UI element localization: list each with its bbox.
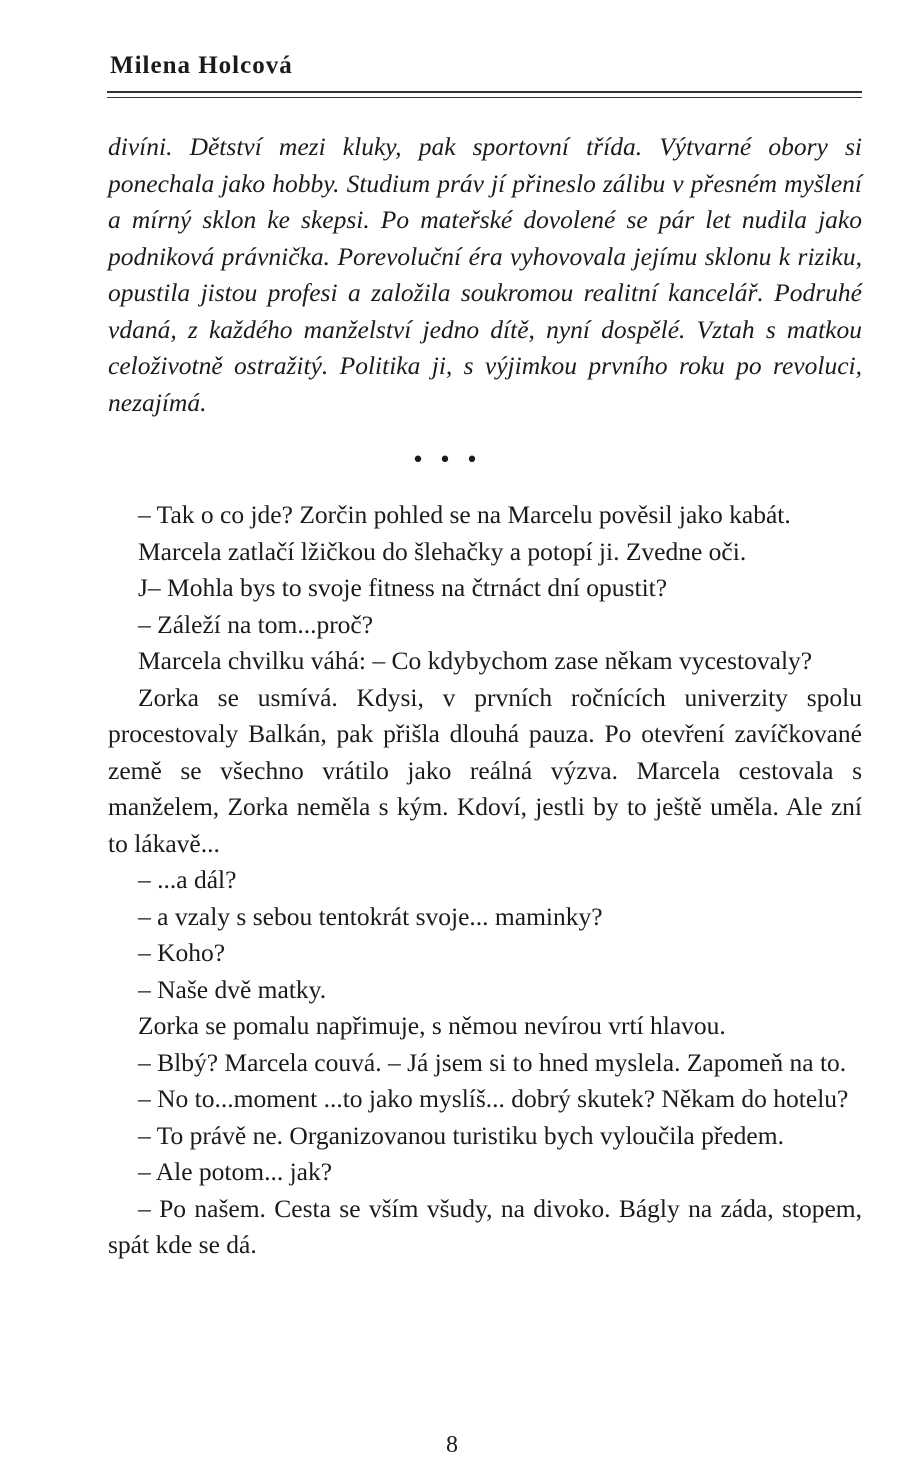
dialog-paragraph: – Blbý? Marcela couvá. – Já jsem si to hned myslela. Zapomeň na to. — [138, 1047, 847, 1077]
dialog-paragraph: – Po našem. Cesta se vším všudy, na divoko. Bágly na záda, stopem, spát kde se dá. — [108, 1193, 862, 1259]
dialog-paragraph: Marcela chvilku váhá: – Co kdybychom zase někam vycestovaly? — [138, 646, 813, 675]
dialog-paragraph: – Záleží na tom...proč? — [138, 609, 374, 639]
dialog-paragraph: – To právě ne. Organizovanou turistiku bych vyloučila předem. — [138, 1120, 784, 1150]
dialog-text — [108, 497, 862, 1264]
bio-paragraph: divíni. Dětství mezi kluky, pak sportovní třída. Výtvarné obory si ponechala jako hobby. Studium práv jí přineslo zálibu v přesném myšlení a mírný sklon ke skepsi. Po mateřské dovolené se pár let nudila jako podniková právnička. Porevoluční éra vyhovovala jejímu sklonu k riziku, opustila jistou profesi a založila soukromou realitní kancelář. Podruhé vdaná, z každého manželství jedno dítě, nyní dospělé. Vztah s matkou celoživotně ostražitý. Politika ji, s výjimkou prvního roku po revoluci, nezajímá. — [108, 132, 862, 417]
dialog-paragraph: Marcela zatlačí lžičkou do šlehačky a potopí ji. Zvedne oči. — [138, 536, 747, 566]
header-rule-thin — [107, 97, 862, 98]
dialog-paragraph: J– Mohla bys to svoje fitness na čtrnáct dní opustit? — [138, 573, 668, 602]
dialog-paragraph: – Koho? — [138, 938, 226, 967]
running-header-author: Milena Holcová — [110, 52, 293, 79]
page-number: 8 — [446, 1432, 458, 1458]
section-separator: ••• — [411, 448, 493, 473]
dialog-paragraph: – a vzaly s sebou tentokrát svoje... maminky? — [138, 901, 603, 931]
dialog-paragraph: – No to...moment ...to jako myslíš... dobrý skutek? Někam do hotelu? — [138, 1084, 849, 1113]
dialog-paragraph: – Naše dvě matky. — [138, 974, 327, 1004]
dialog-paragraph: Zorka se pomalu napřimuje, s němou nevírou vrtí hlavou. — [138, 1011, 726, 1040]
dialog-paragraph: – Ale potom... jak? — [138, 1157, 333, 1186]
header-rule-thick — [107, 91, 862, 93]
dialog-paragraph: – ...a dál? — [138, 865, 237, 894]
author-bio — [108, 129, 862, 421]
dialog-paragraph: – Tak o co jde? Zorčin pohled se na Marcelu pověsil jako kabát. — [138, 500, 791, 529]
dialog-paragraph: Zorka se usmívá. Kdysi, v prvních ročnících univerzity spolu procestovaly Balkán, pak přišla dlouhá pauza. Po otevření zavíčkované země se všechno vrátilo jako reálná výzva. Marcela cestovala s manželem, Zorka neměla s kým. Kdoví, jestli by to ještě uměla. Ale zní to lákavě... — [108, 682, 862, 858]
